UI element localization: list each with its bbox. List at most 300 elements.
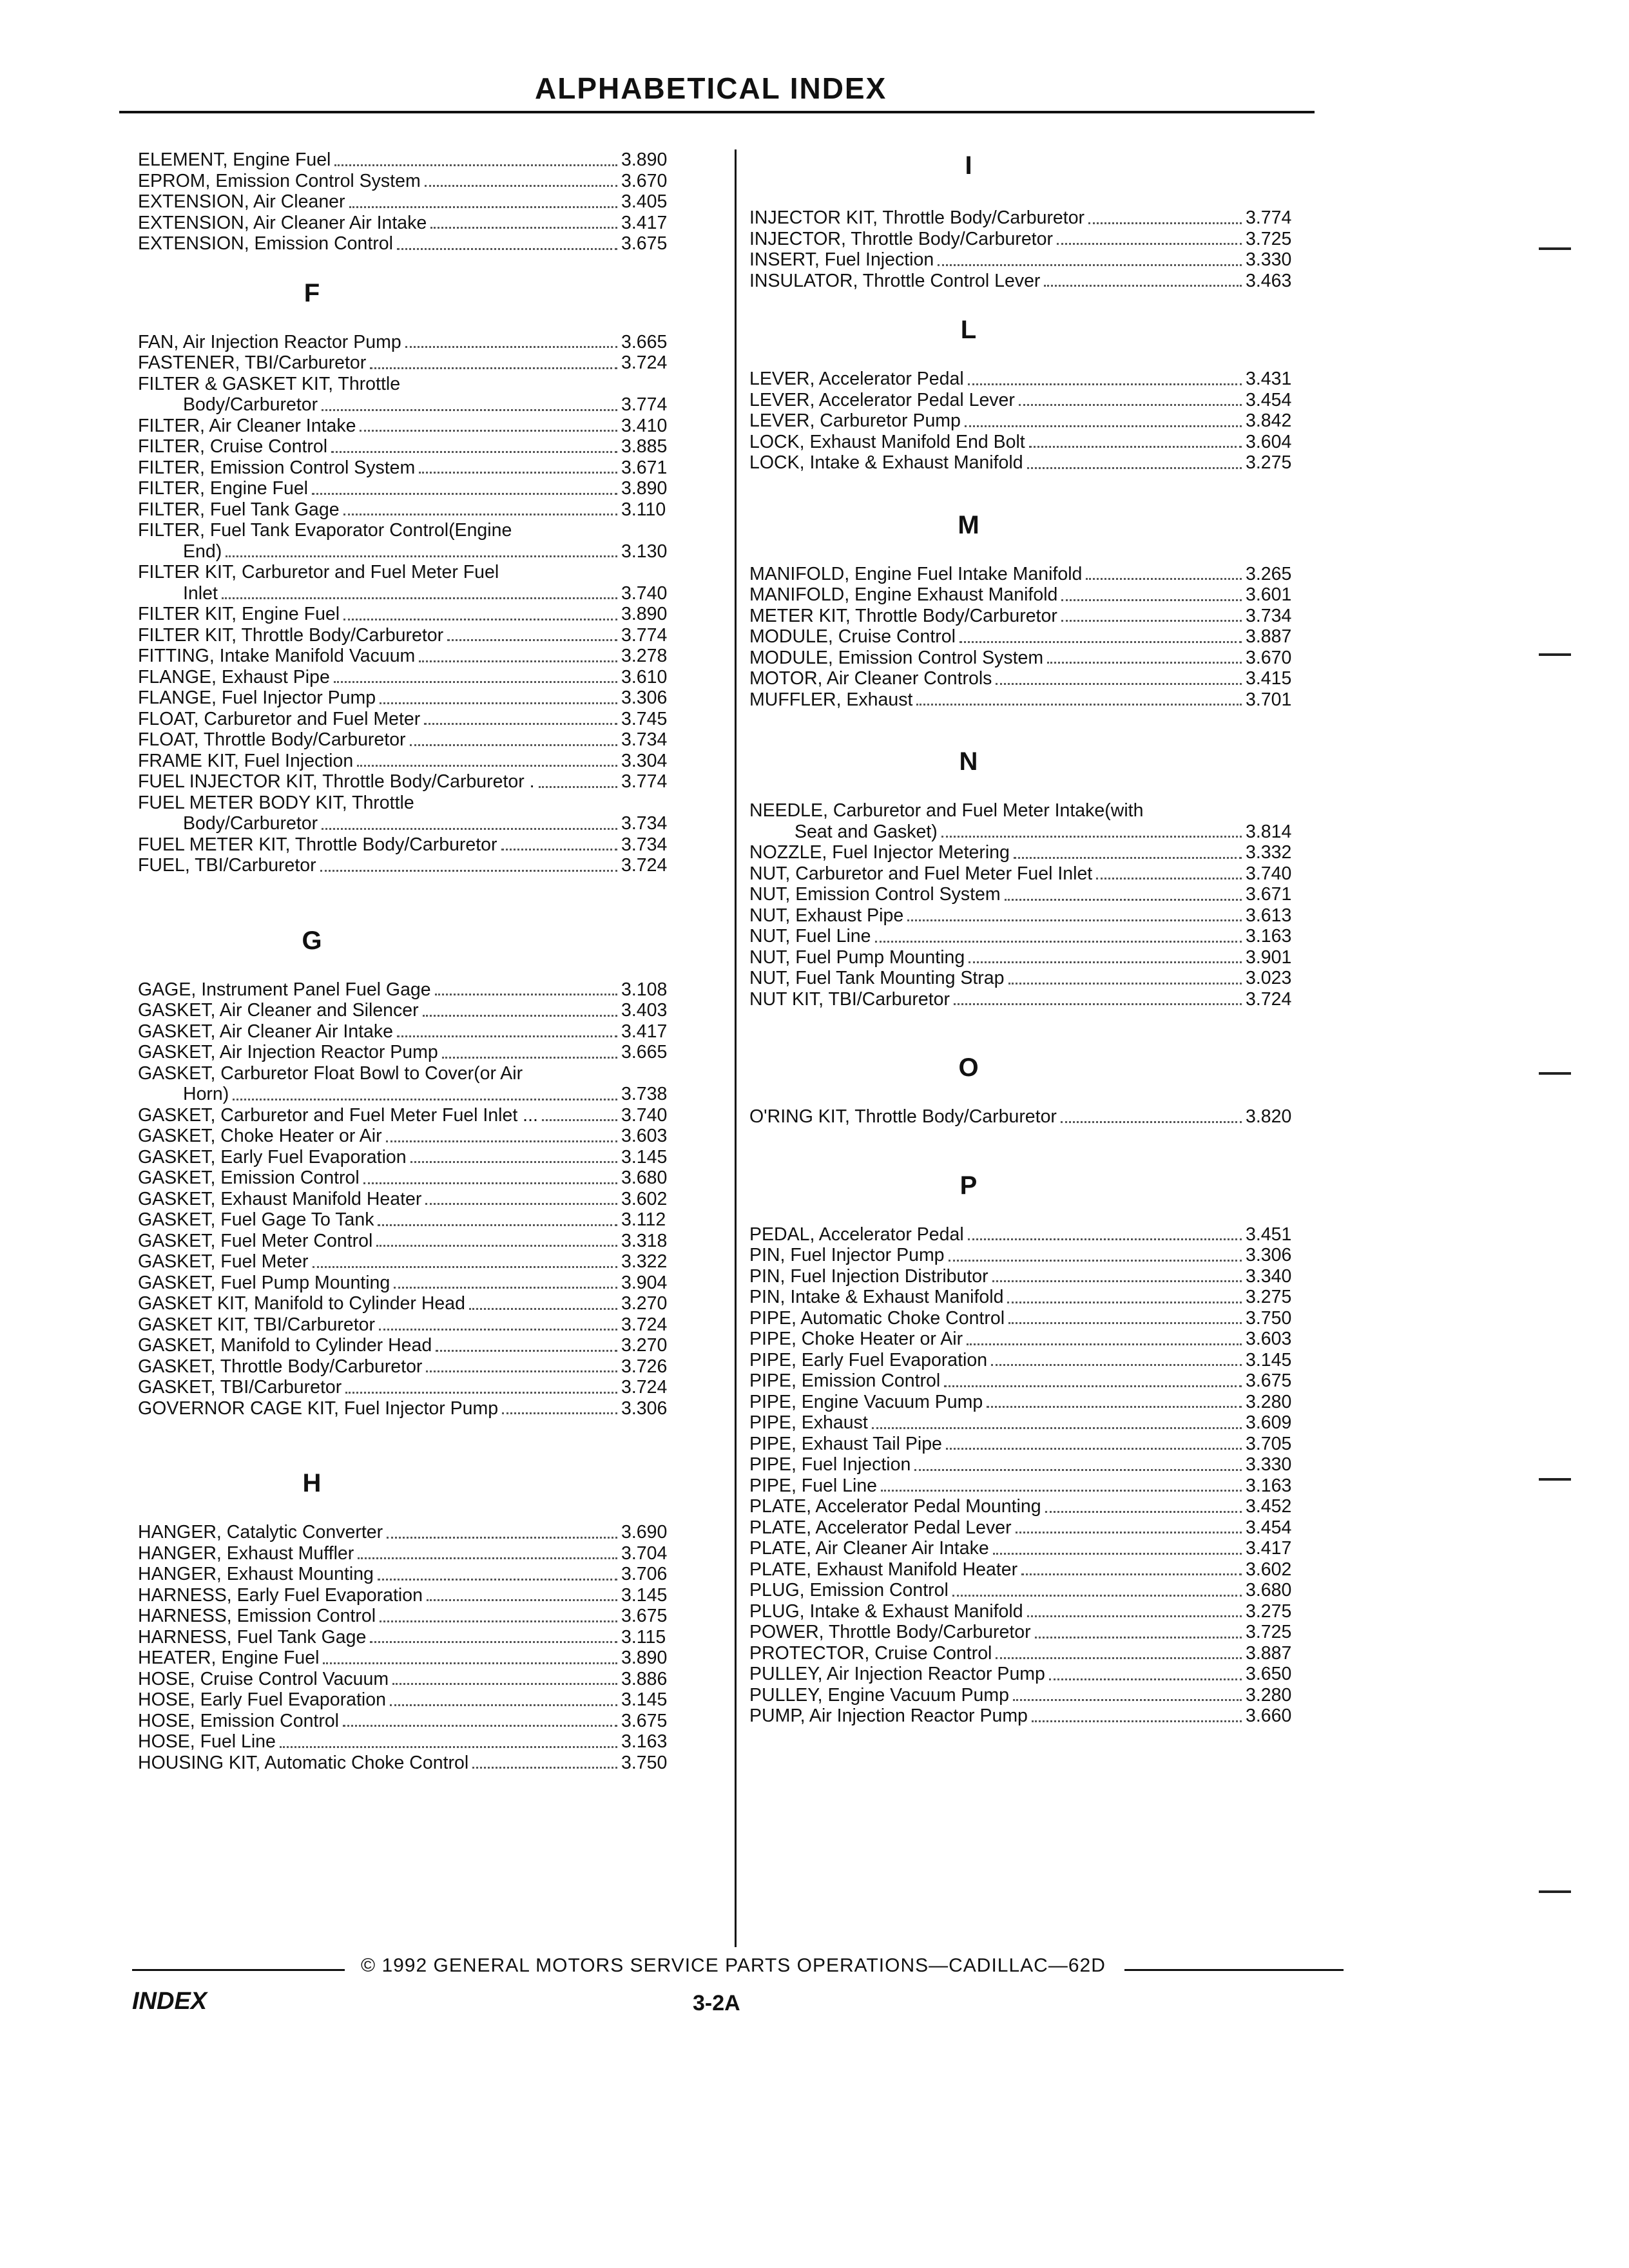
dot-leader xyxy=(390,1704,617,1706)
section-letter-n: N xyxy=(959,747,978,776)
entry-term: PULLEY, Air Injection Reactor Pump xyxy=(749,1664,1045,1684)
entry-term: PIPE, Exhaust xyxy=(749,1412,868,1433)
entry-page-ref: 3.724 xyxy=(621,855,668,876)
footer-rule-right xyxy=(1124,1969,1344,1971)
index-entry xyxy=(138,436,679,457)
dot-leader xyxy=(469,1307,617,1310)
index-entry xyxy=(138,478,679,499)
entry-page-ref: 3.901 xyxy=(1246,947,1292,968)
entry-page-ref: 3.270 xyxy=(621,1335,668,1356)
index-entry xyxy=(138,1251,679,1273)
index-entry xyxy=(749,822,1304,843)
entry-term: FILTER & GASKET KIT, Throttle xyxy=(138,373,401,394)
entry-page-ref: 3.163 xyxy=(1246,926,1292,947)
entry-page-ref: 3.740 xyxy=(1246,863,1292,884)
entry-page-ref: 3.145 xyxy=(621,1146,668,1168)
section-o xyxy=(749,1106,1316,1128)
entry-page-ref: 3.112 xyxy=(621,1209,666,1230)
index-entry xyxy=(138,149,679,171)
entry-term: PIN, Fuel Injection Distributor xyxy=(749,1265,988,1287)
dot-leader xyxy=(872,1427,1242,1429)
entry-page-ref: 3.280 xyxy=(1246,1391,1292,1412)
dot-leader xyxy=(424,722,617,725)
entry-term: PLATE, Accelerator Pedal Lever xyxy=(749,1517,1012,1538)
index-entry xyxy=(138,625,679,646)
dot-leader xyxy=(959,640,1242,643)
entry-page-ref: 3.734 xyxy=(621,729,668,750)
entry-page-ref: 3.842 xyxy=(1246,410,1292,431)
index-entry xyxy=(138,1522,679,1543)
entry-page-ref: 3.306 xyxy=(621,687,668,708)
entry-term: NUT, Fuel Pump Mounting xyxy=(749,947,965,968)
index-entry xyxy=(138,233,679,255)
index-entry xyxy=(749,606,1304,627)
entry-page-ref: 3.452 xyxy=(1246,1496,1292,1517)
entry-page-ref: 3.887 xyxy=(1246,626,1292,647)
index-entry xyxy=(749,1454,1304,1475)
entry-page-ref: 3.671 xyxy=(621,457,668,478)
index-entry xyxy=(138,171,679,192)
dot-leader xyxy=(1027,1615,1242,1617)
dot-leader xyxy=(357,764,617,767)
index-entry xyxy=(749,1392,1304,1413)
entry-page-ref: 3.610 xyxy=(621,666,668,687)
entry-page-ref: 3.306 xyxy=(621,1398,668,1419)
margin-mark xyxy=(1539,653,1571,656)
dot-leader xyxy=(376,1244,617,1247)
entry-term: GASKET, Carburetor Float Bowl to Cover(or Air xyxy=(138,1062,523,1084)
entry-page-ref: 3.774 xyxy=(621,624,668,646)
entry-term: PLATE, Accelerator Pedal Mounting xyxy=(749,1496,1041,1517)
index-entry xyxy=(749,884,1304,905)
entry-term: GASKET KIT, TBI/Carburetor xyxy=(138,1314,375,1335)
dot-leader xyxy=(331,450,617,453)
entry-term: GASKET, Throttle Body/Carburetor xyxy=(138,1356,423,1377)
dot-leader xyxy=(380,1620,617,1622)
dot-leader xyxy=(410,744,617,746)
entry-page-ref: 3.602 xyxy=(621,1188,668,1209)
dot-leader xyxy=(1013,1698,1242,1701)
dot-leader xyxy=(938,264,1242,266)
entry-term: MODULE, Cruise Control xyxy=(749,626,956,647)
entry-term: GASKET, Manifold to Cylinder Head xyxy=(138,1335,432,1356)
dot-leader xyxy=(410,1160,617,1163)
entry-term: End) xyxy=(183,541,222,562)
dot-leader xyxy=(442,1056,617,1059)
entry-term: NUT, Fuel Tank Mounting Strap xyxy=(749,968,1005,988)
index-entry xyxy=(138,1063,679,1084)
entry-term: PUMP, Air Injection Reactor Pump xyxy=(749,1706,1028,1726)
dot-leader xyxy=(334,164,617,166)
dot-leader xyxy=(423,1014,617,1017)
entry-page-ref: 3.417 xyxy=(621,1021,668,1042)
dot-leader xyxy=(430,226,617,229)
dot-leader xyxy=(343,618,617,620)
entry-page-ref: 3.670 xyxy=(1246,647,1292,668)
entry-term: LOCK, Intake & Exhaust Manifold xyxy=(749,452,1023,473)
entry-term: MANIFOLD, Engine Exhaust Manifold xyxy=(749,584,1058,605)
dot-leader xyxy=(394,1286,617,1289)
entry-page-ref: 3.724 xyxy=(1246,988,1292,1010)
dot-leader xyxy=(996,1657,1242,1659)
dot-leader xyxy=(1044,284,1242,287)
entry-page-ref: 3.603 xyxy=(1246,1329,1292,1349)
entry-page-ref: 3.115 xyxy=(621,1626,666,1648)
entry-page-ref: 3.604 xyxy=(1246,431,1292,452)
entry-page-ref: 3.670 xyxy=(621,170,668,191)
entry-page-ref: 3.665 xyxy=(621,1042,668,1062)
entry-term: HARNESS, Fuel Tank Gage xyxy=(138,1626,367,1648)
dot-leader xyxy=(312,492,617,495)
index-entry xyxy=(749,390,1304,411)
index-entry xyxy=(749,584,1304,606)
dot-leader xyxy=(419,660,617,662)
index-entry xyxy=(138,687,679,709)
dot-leader xyxy=(502,1412,617,1414)
entry-page-ref: 3.613 xyxy=(1246,905,1292,926)
dot-leader xyxy=(322,408,617,411)
left-column xyxy=(138,149,718,1773)
entry-term: NOZZLE, Fuel Injector Metering xyxy=(749,842,1010,863)
entry-term: PEDAL, Accelerator Pedal xyxy=(749,1224,964,1245)
index-entry xyxy=(749,1412,1304,1434)
entry-term: FRAME KIT, Fuel Injection xyxy=(138,750,354,771)
entry-term: FUEL INJECTOR KIT, Throttle Body/Carburetor . xyxy=(138,771,535,792)
entry-term: FILTER, Engine Fuel xyxy=(138,478,309,499)
index-entry xyxy=(138,1669,679,1690)
entry-page-ref: 3.725 xyxy=(1246,1622,1292,1642)
index-entry xyxy=(138,416,679,437)
dot-leader xyxy=(991,1363,1242,1366)
entry-term: FUEL, TBI/Carburetor xyxy=(138,855,316,876)
dot-leader xyxy=(916,703,1242,706)
entry-page-ref: 3.601 xyxy=(1246,584,1292,605)
dot-leader xyxy=(345,1391,617,1394)
dot-leader xyxy=(222,597,617,599)
index-entry xyxy=(138,1335,679,1356)
dot-leader xyxy=(392,1682,617,1685)
dot-leader xyxy=(954,1003,1242,1005)
index-entry xyxy=(749,989,1304,1010)
entry-page-ref: 3.318 xyxy=(621,1230,668,1251)
entry-page-ref: 3.814 xyxy=(1246,821,1292,842)
entry-page-ref: 3.322 xyxy=(621,1251,668,1272)
entry-term: Body/Carburetor xyxy=(183,394,318,415)
entry-term: GASKET, Air Cleaner and Silencer xyxy=(138,1000,419,1021)
entry-term: HANGER, Exhaust Muffler xyxy=(138,1542,354,1564)
dot-leader xyxy=(1086,577,1242,580)
index-entry xyxy=(138,562,679,583)
entry-term: GASKET, Choke Heater or Air xyxy=(138,1126,382,1146)
dot-leader xyxy=(379,1328,617,1331)
dot-leader xyxy=(425,1202,617,1205)
index-entry xyxy=(749,668,1304,689)
entry-page-ref: 3.904 xyxy=(621,1272,668,1293)
dot-leader xyxy=(313,1265,617,1268)
index-entry xyxy=(749,1559,1304,1581)
dot-leader xyxy=(949,1259,1242,1262)
dot-leader xyxy=(233,1098,617,1100)
entry-page-ref: 3.738 xyxy=(621,1084,668,1104)
section-letter-p: P xyxy=(959,1171,978,1200)
index-entry xyxy=(138,1711,679,1732)
index-entry xyxy=(138,1753,679,1774)
dot-leader xyxy=(1057,242,1242,245)
entry-page-ref: 3.774 xyxy=(1246,207,1292,228)
index-entry xyxy=(138,1585,679,1606)
index-entry xyxy=(138,667,679,688)
index-entry xyxy=(138,646,679,667)
entry-page-ref: 3.680 xyxy=(1246,1580,1292,1600)
index-entry xyxy=(138,1147,679,1168)
dot-leader xyxy=(397,247,617,250)
entry-page-ref: 3.403 xyxy=(621,1000,668,1021)
entry-term: MUFFLER, Exhaust xyxy=(749,689,913,710)
entry-page-ref: 3.671 xyxy=(1246,884,1292,905)
dot-leader xyxy=(881,1489,1242,1492)
dot-leader xyxy=(426,1370,617,1372)
index-entry xyxy=(749,249,1304,271)
dot-leader xyxy=(363,1182,617,1184)
index-entry xyxy=(138,604,679,625)
entry-term: FUEL METER BODY KIT, Throttle xyxy=(138,792,414,813)
entry-term: NUT, Exhaust Pipe xyxy=(749,905,904,926)
entry-page-ref: 3.680 xyxy=(621,1168,668,1188)
dot-leader xyxy=(349,206,617,208)
dot-leader xyxy=(323,1662,617,1664)
entry-term: GASKET, Air Injection Reactor Pump xyxy=(138,1042,438,1062)
entry-term: FLANGE, Fuel Injector Pump xyxy=(138,687,376,708)
entry-term: LOCK, Exhaust Manifold End Bolt xyxy=(749,431,1025,452)
index-entry xyxy=(138,1564,679,1585)
dot-leader xyxy=(1096,877,1242,879)
index-entry xyxy=(749,369,1304,390)
entry-term: PIPE, Emission Control xyxy=(749,1370,941,1391)
dot-leader xyxy=(370,1640,617,1643)
dot-leader xyxy=(386,1140,617,1142)
entry-term: EPROM, Emission Control System xyxy=(138,170,421,191)
section-letter-g: G xyxy=(302,926,322,955)
index-entry xyxy=(749,842,1304,863)
entry-term: METER KIT, Throttle Body/Carburetor xyxy=(749,605,1057,626)
dot-leader xyxy=(1045,1510,1242,1513)
entry-page-ref: 3.108 xyxy=(621,979,668,1000)
entry-page-ref: 3.415 xyxy=(1246,668,1292,689)
section-e xyxy=(138,149,718,255)
entry-term: GAGE, Instrument Panel Fuel Gage xyxy=(138,979,431,1000)
entry-term: GASKET, Fuel Pump Mounting xyxy=(138,1272,390,1293)
entry-page-ref: 3.740 xyxy=(621,1104,668,1126)
copyright-notice: © 1992 GENERAL MOTORS SERVICE PARTS OPERATIONS—CADILLAC—62D xyxy=(361,1955,1106,1976)
entry-page-ref: 3.734 xyxy=(621,834,668,855)
margin-mark xyxy=(1539,1890,1571,1893)
index-entry xyxy=(749,207,1304,229)
entry-term: EXTENSION, Air Cleaner Air Intake xyxy=(138,212,427,233)
entry-page-ref: 3.660 xyxy=(1246,1706,1292,1726)
entry-term: PLUG, Intake & Exhaust Manifold xyxy=(749,1600,1023,1622)
dot-leader xyxy=(405,345,617,348)
entry-term: FLANGE, Exhaust Pipe xyxy=(138,666,330,687)
dot-leader xyxy=(1061,599,1242,601)
section-label: INDEX xyxy=(132,1988,207,2015)
index-entry xyxy=(138,1126,679,1147)
dot-leader xyxy=(992,1280,1242,1282)
section-m xyxy=(749,564,1316,711)
dot-leader xyxy=(427,1599,617,1601)
entry-term: EXTENSION, Air Cleaner xyxy=(138,191,345,212)
entry-page-ref: 3.454 xyxy=(1246,1517,1292,1538)
entry-term: FASTENER, TBI/Carburetor xyxy=(138,352,367,373)
section-n xyxy=(749,800,1316,1010)
entry-term: GOVERNOR CAGE KIT, Fuel Injector Pump xyxy=(138,1398,499,1419)
dot-leader xyxy=(968,383,1242,385)
entry-term: NUT, Fuel Line xyxy=(749,926,871,947)
section-i xyxy=(749,207,1316,291)
margin-mark xyxy=(1539,1072,1571,1075)
entry-term: MOTOR, Air Cleaner Controls xyxy=(749,668,992,689)
index-entry xyxy=(138,709,679,730)
index-entry xyxy=(138,1209,679,1231)
entry-term: FILTER, Fuel Tank Gage xyxy=(138,499,340,520)
dot-leader xyxy=(875,940,1242,943)
index-entry xyxy=(138,1543,679,1564)
index-entry xyxy=(749,648,1304,669)
index-entry xyxy=(749,1329,1304,1350)
dot-leader xyxy=(539,785,617,788)
entry-page-ref: 3.265 xyxy=(1246,563,1292,584)
entry-page-ref: 3.675 xyxy=(621,1606,668,1626)
dot-leader xyxy=(952,1594,1242,1597)
entry-page-ref: 3.609 xyxy=(1246,1412,1292,1433)
index-entry xyxy=(749,1266,1304,1287)
column-divider xyxy=(735,149,737,1947)
section-letter-i: I xyxy=(965,151,972,180)
entry-page-ref: 3.431 xyxy=(1246,369,1292,389)
entry-term: FILTER KIT, Throttle Body/Carburetor xyxy=(138,624,444,646)
entry-page-ref: 3.820 xyxy=(1246,1106,1292,1127)
entry-page-ref: 3.275 xyxy=(1246,1287,1292,1307)
index-entry xyxy=(138,1189,679,1210)
entry-term: PIPE, Fuel Line xyxy=(749,1475,878,1496)
entry-term: POWER, Throttle Body/Carburetor xyxy=(749,1622,1031,1642)
index-entry xyxy=(138,213,679,234)
dot-leader xyxy=(370,367,617,369)
entry-term: Inlet xyxy=(183,582,218,604)
entry-page-ref: 3.454 xyxy=(1246,389,1292,410)
dot-leader xyxy=(1016,1531,1242,1533)
dot-leader xyxy=(941,835,1242,838)
entry-page-ref: 3.740 xyxy=(621,582,668,604)
entry-page-ref: 3.724 xyxy=(621,1314,668,1335)
index-entry xyxy=(138,1000,679,1021)
index-entry xyxy=(138,1606,679,1627)
dot-leader xyxy=(1027,466,1242,469)
dot-leader xyxy=(993,1552,1242,1555)
index-entry xyxy=(749,1434,1304,1455)
index-entry xyxy=(749,1643,1304,1664)
dot-leader xyxy=(965,425,1242,427)
dot-leader xyxy=(1014,856,1242,859)
index-entry xyxy=(749,1370,1304,1392)
entry-page-ref: 3.705 xyxy=(1246,1433,1292,1454)
entry-term: FITTING, Intake Manifold Vacuum xyxy=(138,646,416,666)
index-entry xyxy=(138,394,679,416)
entry-page-ref: 3.602 xyxy=(1246,1559,1292,1580)
entry-page-ref: 3.145 xyxy=(621,1584,668,1606)
index-entry xyxy=(749,1496,1304,1517)
index-entry xyxy=(138,1731,679,1753)
entry-term: PROTECTOR, Cruise Control xyxy=(749,1642,992,1664)
index-entry xyxy=(749,1224,1304,1245)
entry-term: GASKET, Fuel Meter xyxy=(138,1251,309,1272)
entry-term: GASKET, Air Cleaner Air Intake xyxy=(138,1021,394,1042)
dot-leader xyxy=(226,555,617,557)
entry-page-ref: 3.280 xyxy=(1246,1684,1292,1706)
section-h xyxy=(138,1522,718,1773)
entry-page-ref: 3.130 xyxy=(621,541,668,562)
entry-page-ref: 3.724 xyxy=(621,1377,668,1398)
entry-page-ref: 3.417 xyxy=(621,212,668,233)
index-entry xyxy=(138,771,679,793)
entry-page-ref: 3.650 xyxy=(1246,1664,1292,1684)
entry-term: GASKET, Fuel Meter Control xyxy=(138,1230,373,1251)
dot-leader xyxy=(1007,1301,1242,1303)
entry-term: HOSE, Early Fuel Evaporation xyxy=(138,1689,386,1710)
dot-leader xyxy=(944,1385,1242,1387)
entry-page-ref: 3.890 xyxy=(621,604,668,624)
entry-page-ref: 3.665 xyxy=(621,331,668,352)
dot-leader xyxy=(343,513,617,515)
entry-term: PIPE, Early Fuel Evaporation xyxy=(749,1349,988,1370)
entry-page-ref: 3.774 xyxy=(621,771,668,792)
entry-page-ref: 3.750 xyxy=(621,1752,668,1773)
entry-term: PIPE, Exhaust Tail Pipe xyxy=(749,1433,942,1454)
dot-leader xyxy=(1088,222,1242,224)
entry-term: HARNESS, Early Fuel Evaporation xyxy=(138,1584,423,1606)
dot-leader xyxy=(380,702,617,704)
dot-leader xyxy=(280,1745,617,1748)
dot-leader xyxy=(946,1447,1242,1450)
entry-term: FILTER, Air Cleaner Intake xyxy=(138,415,356,436)
index-entry xyxy=(138,1231,679,1252)
index-entry xyxy=(749,1517,1304,1539)
index-entry xyxy=(749,1245,1304,1266)
footer-rule-left xyxy=(132,1969,345,1971)
index-entry xyxy=(138,191,679,213)
entry-page-ref: 3.704 xyxy=(621,1542,668,1564)
index-entry xyxy=(749,1475,1304,1497)
entry-page-ref: 3.278 xyxy=(621,646,668,666)
entry-page-ref: 3.145 xyxy=(1246,1349,1292,1370)
dot-leader xyxy=(967,1343,1242,1345)
index-entry xyxy=(749,863,1304,885)
index-entry xyxy=(138,1021,679,1043)
entry-term: FUEL METER KIT, Throttle Body/Carburetor xyxy=(138,834,497,855)
entry-page-ref: 3.890 xyxy=(621,1648,668,1668)
entry-term: HOUSING KIT, Automatic Choke Control xyxy=(138,1752,469,1773)
dot-leader xyxy=(969,961,1242,963)
entry-term: PLATE, Exhaust Manifold Heater xyxy=(749,1559,1018,1580)
entry-term: Horn) xyxy=(183,1084,229,1104)
index-entry xyxy=(749,271,1304,292)
dot-leader xyxy=(387,1536,617,1539)
index-entry xyxy=(138,729,679,751)
dot-leader xyxy=(435,993,617,995)
index-entry xyxy=(138,374,679,395)
dot-leader xyxy=(996,682,1242,685)
dot-leader xyxy=(419,471,617,474)
index-entry xyxy=(749,926,1304,947)
